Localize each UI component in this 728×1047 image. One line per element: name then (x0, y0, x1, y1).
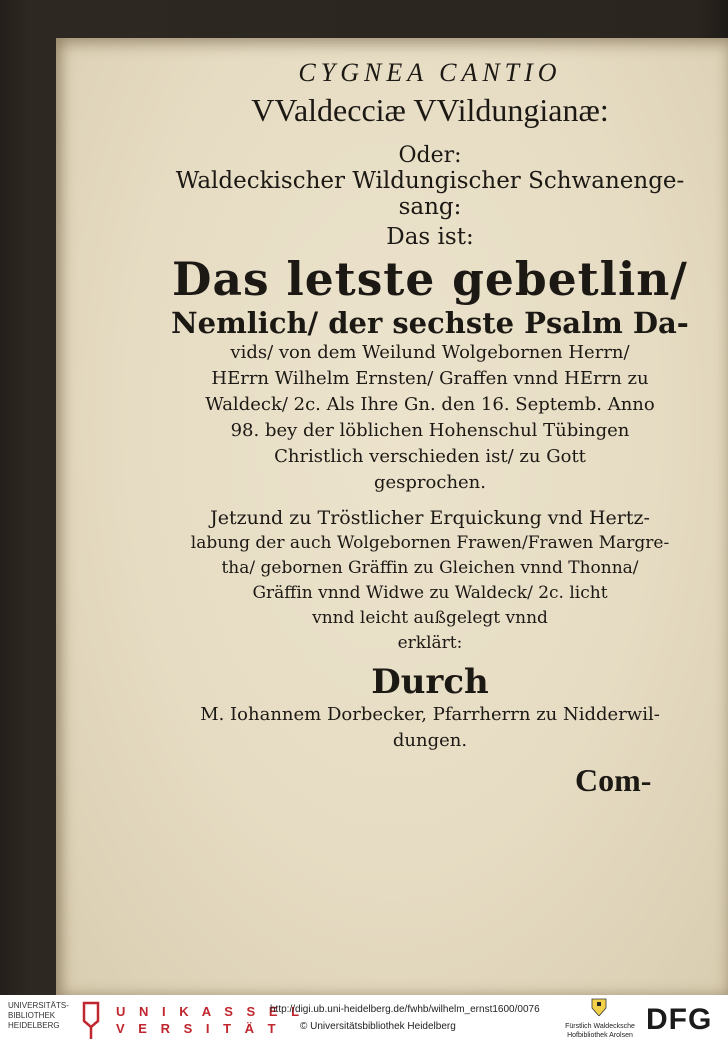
kassel-logo-icon[interactable] (80, 1001, 102, 1041)
body-line: Waldeck/ 2c. Als Ihre Gn. den 16. Septemb. Anno (205, 394, 655, 415)
oder-line: Oder: (398, 143, 462, 168)
author-line-2: dungen. (392, 730, 468, 751)
das-ist-line: Das ist: (386, 224, 474, 250)
body-line: vids/ von dem Weilund Wolgebornen Herrn/ (230, 342, 630, 363)
body-line: Christlich verschieden ist/ zu Gott (274, 446, 586, 467)
main-title: Das letste gebetlin/ (172, 252, 688, 306)
footer-bar (0, 995, 728, 1047)
subtitle-line: Nemlich/ der sechste Psalm Da- (171, 306, 689, 340)
kassel-line-1: U N I K A S S E L (116, 1004, 305, 1019)
heidelberg-library-logo[interactable]: UNIVERSITÄTS- BIBLIOTHEK HEIDELBERG (8, 1001, 69, 1030)
german-title-line-2: sang: (398, 194, 462, 220)
arolsen-crest-icon[interactable] (591, 998, 607, 1016)
body-line: HErrn Wilhelm Ernsten/ Graffen vnnd HErrn zu (211, 368, 649, 389)
body-line-2: Gräffin vnnd Widwe zu Waldeck/ 2c. licht (252, 583, 608, 603)
german-title-line-1: Waldeckischer Wildungischer Schwanenge- (175, 168, 685, 194)
body-line-2: labung der auch Wolgebornen Frawen/Frawen Margre- (190, 533, 670, 553)
body-line-2: vnnd leicht außgelegt vnnd (312, 608, 548, 628)
latin-title-line-1: CYGNEA CANTIO (298, 58, 562, 87)
body-line-2: erklärt: (397, 633, 463, 653)
latin-title-line-2: VValdecciæ VVildungianæ: (251, 92, 609, 128)
author-line-1: M. Iohannem Dorbecker, Pfarrherrn zu Nidderwil- (200, 704, 660, 725)
source-url-link[interactable]: http://digi.ub.uni-heidelberg.de/fwhb/wilhelm_ernst1600/0076 (270, 1004, 540, 1015)
kassel-line-2: V E R S I T Ä T (116, 1021, 281, 1036)
body-line: gesprochen. (373, 472, 487, 493)
copyright-text: © Universitätsbibliothek Heidelberg (300, 1021, 456, 1032)
body-line-2: tha/ gebornen Gräffin zu Gleichen vnnd Thonna/ (221, 558, 639, 578)
dfg-logo[interactable]: DFG (646, 1003, 713, 1036)
copyright-notice (300, 1021, 456, 1032)
catchword: Com- (575, 762, 652, 798)
arolsen-library-label: Fürstlich Waldecksche Hofbibliothek Arolsen (565, 1023, 635, 1039)
body-line: 98. bey der löblichen Hohenschul Tübingen (230, 420, 630, 441)
title-page (170, 50, 690, 754)
durch-line: Durch (371, 662, 489, 702)
body-line-2: Jetzund zu Tröstlicher Erquickung vnd Hertz- (210, 507, 650, 529)
